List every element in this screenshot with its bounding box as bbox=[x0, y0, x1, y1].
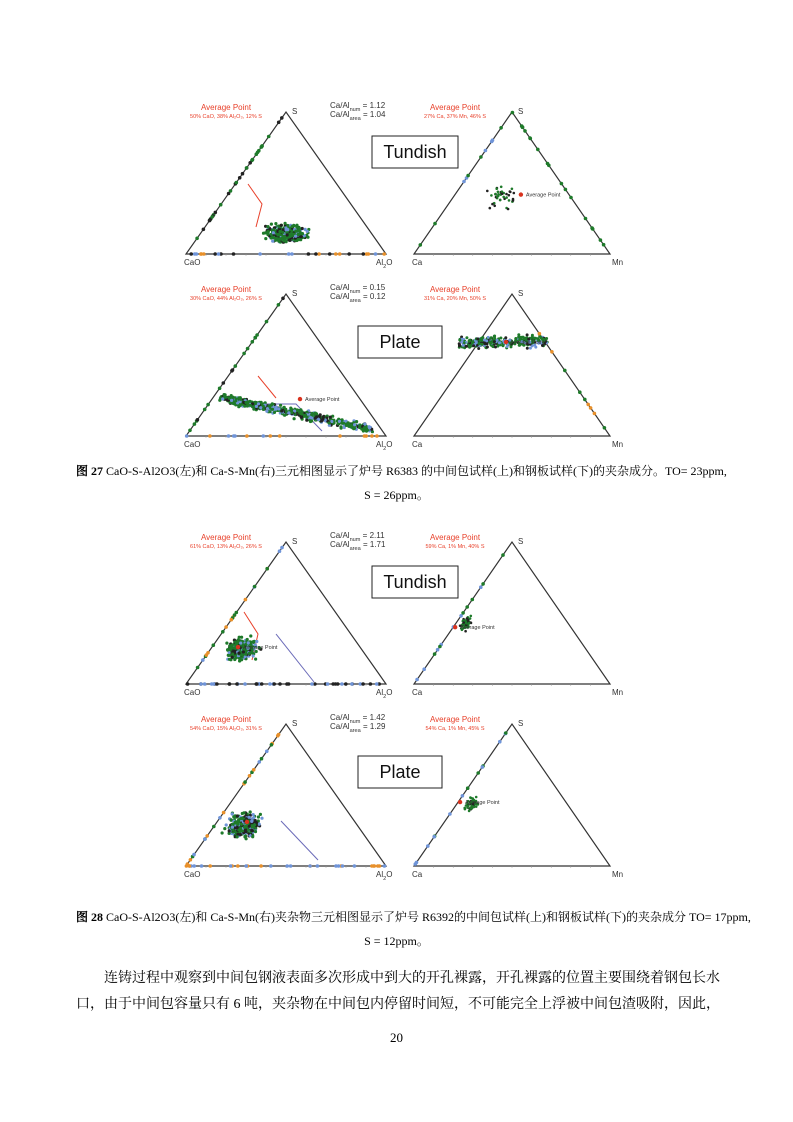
data-point bbox=[468, 810, 471, 813]
data-point bbox=[231, 653, 234, 656]
data-point bbox=[228, 644, 231, 647]
apex-label: S bbox=[292, 107, 298, 116]
caption-label: 图 27 bbox=[76, 464, 104, 478]
ternary-chart-ca-s-mn bbox=[412, 533, 623, 697]
data-point bbox=[472, 806, 475, 809]
data-point bbox=[350, 682, 354, 686]
data-point bbox=[248, 774, 252, 778]
data-point bbox=[239, 833, 242, 836]
caption-label: 图 28 bbox=[76, 910, 104, 924]
data-point bbox=[462, 621, 465, 624]
data-point bbox=[278, 549, 282, 553]
data-point bbox=[426, 844, 430, 848]
ca-al-ratio-num: $Ca/Al_{num} = 0.15$ bbox=[330, 283, 386, 295]
data-point bbox=[248, 652, 251, 655]
data-point bbox=[310, 682, 314, 686]
data-point bbox=[253, 585, 257, 589]
data-point bbox=[229, 864, 233, 868]
data-point bbox=[244, 864, 248, 868]
data-point bbox=[186, 862, 190, 866]
ternary-triangle bbox=[186, 724, 386, 866]
data-point bbox=[243, 682, 247, 686]
data-point bbox=[231, 823, 234, 826]
data-point bbox=[236, 864, 240, 868]
data-point bbox=[212, 682, 216, 686]
right-corner-label: Mn bbox=[612, 688, 624, 697]
right-corner-label: $Al_2O$ bbox=[376, 258, 393, 270]
data-point bbox=[265, 750, 269, 754]
data-point bbox=[199, 682, 203, 686]
data-point bbox=[308, 864, 312, 868]
data-point bbox=[196, 666, 200, 670]
data-point bbox=[224, 625, 228, 629]
data-point bbox=[260, 757, 264, 761]
average-point-title: Average Point bbox=[429, 533, 481, 542]
data-point bbox=[378, 864, 382, 868]
region-outline bbox=[281, 821, 318, 860]
data-point bbox=[215, 682, 219, 686]
data-point bbox=[255, 682, 259, 686]
data-point bbox=[340, 682, 344, 686]
data-point bbox=[239, 642, 242, 645]
apex-label: S bbox=[292, 289, 298, 298]
right-corner-label: $Al_2O$ bbox=[376, 688, 393, 700]
average-point-marker bbox=[245, 820, 249, 824]
data-point bbox=[226, 648, 229, 651]
data-point bbox=[205, 653, 209, 657]
page-number: 20 bbox=[390, 1030, 403, 1045]
ternary-chart-cao-s-al2o3 bbox=[184, 531, 392, 700]
data-point bbox=[501, 553, 505, 557]
data-point bbox=[287, 682, 291, 686]
apex-label: S bbox=[292, 719, 298, 728]
data-point bbox=[238, 657, 241, 660]
data-point bbox=[375, 682, 379, 686]
data-point bbox=[316, 864, 320, 868]
average-point-values: 54% Ca, 1% Mn, 45% S bbox=[425, 726, 485, 732]
data-point bbox=[208, 864, 212, 868]
data-point bbox=[270, 743, 274, 747]
apex-label: S bbox=[518, 107, 524, 116]
data-point bbox=[272, 682, 276, 686]
average-point-marker bbox=[236, 645, 240, 649]
average-point-title: Average Point bbox=[429, 285, 481, 294]
data-point bbox=[244, 828, 247, 831]
data-point bbox=[498, 740, 502, 744]
ternary-triangle bbox=[414, 542, 610, 684]
data-point bbox=[265, 567, 269, 571]
data-point bbox=[228, 658, 231, 661]
data-point bbox=[240, 823, 243, 826]
data-point bbox=[258, 760, 262, 764]
data-point bbox=[433, 652, 437, 656]
data-point bbox=[285, 864, 289, 868]
ternary-chart-ca-s-mn bbox=[412, 715, 623, 879]
data-point bbox=[237, 638, 240, 641]
data-point bbox=[438, 645, 442, 649]
data-point bbox=[200, 864, 204, 868]
data-point bbox=[221, 831, 224, 834]
data-point bbox=[221, 630, 225, 634]
left-corner-label: CaO bbox=[184, 870, 201, 879]
data-point bbox=[205, 834, 209, 838]
sample-type-label: Plate bbox=[379, 332, 421, 352]
data-point bbox=[240, 817, 243, 820]
average-point-label: Average Point bbox=[305, 397, 340, 404]
data-point bbox=[250, 820, 253, 823]
data-point bbox=[336, 682, 340, 686]
data-point bbox=[252, 768, 256, 772]
data-point bbox=[235, 682, 239, 686]
ca-al-ratio-area: $Ca/Al_{area} = 1.04$ bbox=[330, 110, 386, 122]
data-point bbox=[254, 658, 257, 661]
data-point bbox=[246, 638, 249, 641]
caption-text-2: S = 12ppm。 bbox=[364, 934, 429, 948]
ternary-triangle bbox=[414, 724, 610, 866]
data-point bbox=[186, 682, 190, 686]
ca-al-ratio-num: $Ca/Al_{num} = 2.11$ bbox=[330, 531, 385, 543]
data-point bbox=[250, 829, 253, 832]
average-point-values: 30% CaO, 44% Al₂O₃, 26% S bbox=[190, 296, 262, 302]
data-point bbox=[236, 814, 239, 817]
data-point bbox=[249, 634, 252, 637]
data-point bbox=[203, 682, 207, 686]
apex-label: S bbox=[518, 537, 524, 546]
data-point bbox=[467, 619, 470, 622]
average-point-values: 31% Ca, 20% Mn, 50% S bbox=[423, 296, 487, 302]
data-point bbox=[289, 864, 293, 868]
data-point bbox=[251, 825, 254, 828]
data-point bbox=[251, 835, 254, 838]
data-point bbox=[373, 864, 377, 868]
average-point-values: 61% CaO, 13% Al₂O₃, 26% S bbox=[190, 544, 262, 550]
data-point bbox=[422, 667, 426, 671]
average-point-marker bbox=[453, 625, 457, 629]
data-point bbox=[361, 682, 365, 686]
data-point bbox=[242, 811, 245, 814]
sample-type-label: Tundish bbox=[383, 142, 447, 162]
data-point bbox=[212, 643, 216, 647]
data-point bbox=[260, 682, 264, 686]
data-point bbox=[203, 837, 207, 841]
data-point bbox=[337, 864, 341, 868]
ca-al-ratio-num: $Ca/Al_{num} = 1.12$ bbox=[330, 101, 386, 113]
average-point-values: 27% Ca, 37% Mn, 46% S bbox=[423, 114, 487, 120]
data-point bbox=[476, 771, 480, 775]
right-corner-label: Mn bbox=[612, 440, 624, 449]
data-point bbox=[228, 829, 231, 832]
right-corner-label: Mn bbox=[612, 258, 624, 267]
data-point bbox=[243, 780, 247, 784]
left-corner-label: CaO bbox=[184, 688, 201, 697]
data-point bbox=[257, 815, 260, 818]
left-corner-label: Ca bbox=[412, 688, 423, 697]
data-point bbox=[461, 611, 465, 615]
data-point bbox=[189, 858, 193, 862]
average-point-label: Average Point bbox=[460, 625, 495, 632]
average-point-title: Average Point bbox=[200, 715, 252, 724]
average-point-label: Average Point bbox=[510, 340, 545, 346]
ca-al-ratio-area: $Ca/Al_{area} = 1.29$ bbox=[330, 722, 386, 734]
average-point-values: 54% CaO, 15% Al₂O₃, 31% S bbox=[190, 726, 262, 732]
data-point bbox=[280, 546, 284, 550]
data-point bbox=[353, 864, 357, 868]
data-point bbox=[218, 816, 222, 820]
data-point bbox=[231, 826, 234, 829]
data-point bbox=[504, 731, 508, 735]
data-point bbox=[436, 648, 440, 652]
ca-al-ratio-area: $Ca/Al_{area} = 0.12$ bbox=[330, 292, 386, 304]
data-point bbox=[432, 835, 436, 839]
data-point bbox=[231, 656, 234, 659]
data-point bbox=[383, 864, 387, 868]
average-point-values: 50% CaO, 38% Al₂O₃, 12% S bbox=[190, 114, 262, 120]
data-point bbox=[415, 678, 419, 682]
apex-label: S bbox=[518, 289, 524, 298]
ca-al-ratio-num: $Ca/Al_{num} = 1.42$ bbox=[330, 713, 386, 725]
data-point bbox=[259, 864, 263, 868]
data-point bbox=[415, 861, 419, 865]
data-point bbox=[461, 794, 465, 798]
data-point bbox=[463, 807, 466, 810]
data-point bbox=[225, 642, 228, 645]
data-point bbox=[245, 837, 248, 840]
caption-text: CaO-S-Al2O3(左)和 Ca-S-Mn(右)夹杂物三元相图显示了炉号 R6392的中间包试样(上)和钢板试样(下)的夹杂成分 TO= 17ppm, bbox=[103, 910, 751, 924]
paragraph-line-1: 连铸过程中观察到中间包钢液表面多次形成中到大的开孔裸露，开孔裸露的位置主要围绕着钢包长水 bbox=[104, 971, 720, 986]
data-point bbox=[465, 605, 469, 609]
data-point bbox=[269, 864, 273, 868]
average-point-title: Average Point bbox=[200, 533, 252, 542]
data-point bbox=[241, 654, 244, 657]
data-point bbox=[248, 825, 251, 828]
data-point bbox=[222, 811, 226, 815]
data-point bbox=[481, 765, 485, 769]
data-point bbox=[244, 653, 247, 656]
paragraph-line-2: 口，由于中间包容量只有 6 吨，夹杂物在中间包内停留时间短，不可能完全上浮被中间包渣吸附，因此， bbox=[76, 997, 720, 1012]
data-point bbox=[475, 796, 478, 799]
data-point bbox=[236, 835, 239, 838]
data-point bbox=[448, 812, 452, 816]
average-point-label: Average Point bbox=[243, 645, 278, 652]
ternary-triangle bbox=[186, 542, 386, 684]
right-corner-label: Mn bbox=[612, 870, 624, 879]
data-point bbox=[248, 816, 251, 819]
data-point bbox=[466, 786, 470, 790]
average-point-values: 59% Ca, 1% Mn, 40% S bbox=[425, 544, 485, 550]
data-point bbox=[481, 582, 485, 586]
left-corner-label: Ca bbox=[412, 258, 423, 267]
data-point bbox=[244, 825, 247, 828]
data-point bbox=[223, 827, 226, 830]
data-point bbox=[479, 585, 483, 589]
left-corner-label: CaO bbox=[184, 258, 201, 267]
data-point bbox=[341, 864, 345, 868]
apex-label: S bbox=[292, 537, 298, 546]
data-point bbox=[259, 813, 262, 816]
average-point-title: Average Point bbox=[429, 103, 481, 112]
data-point bbox=[247, 641, 250, 644]
data-point bbox=[192, 853, 196, 857]
right-corner-label: $Al_2O$ bbox=[376, 870, 393, 882]
data-point bbox=[260, 817, 263, 820]
ternary-chart-cao-s-al2o3 bbox=[184, 713, 392, 882]
data-point bbox=[237, 652, 240, 655]
data-point bbox=[470, 615, 473, 618]
caption-text-2: S = 26ppm。 bbox=[364, 488, 429, 502]
data-point bbox=[244, 598, 248, 602]
left-corner-label: Ca bbox=[412, 870, 423, 879]
data-point bbox=[225, 823, 228, 826]
data-point bbox=[254, 830, 257, 833]
data-point bbox=[255, 640, 258, 643]
data-point bbox=[230, 818, 233, 821]
average-point-label: Average Point bbox=[525, 192, 561, 199]
data-point bbox=[468, 622, 471, 625]
region-outline bbox=[276, 634, 314, 682]
average-point-title: Average Point bbox=[200, 103, 252, 112]
data-point bbox=[469, 807, 472, 810]
right-corner-label: $Al_2O$ bbox=[376, 440, 393, 452]
average-point-title: Average Point bbox=[429, 715, 481, 724]
data-point bbox=[244, 835, 247, 838]
data-point bbox=[252, 813, 255, 816]
data-point bbox=[469, 617, 472, 620]
data-point bbox=[369, 682, 373, 686]
data-point bbox=[278, 682, 282, 686]
data-point bbox=[230, 618, 234, 622]
apex-label: S bbox=[518, 719, 524, 728]
data-point bbox=[236, 823, 239, 826]
data-point bbox=[236, 826, 239, 829]
data-point bbox=[277, 733, 281, 737]
data-point bbox=[344, 682, 348, 686]
data-point bbox=[231, 812, 234, 815]
left-corner-label: CaO bbox=[184, 440, 201, 449]
data-point bbox=[192, 864, 196, 868]
data-point bbox=[471, 598, 475, 602]
average-point-label: Average Point bbox=[465, 800, 500, 807]
data-point bbox=[212, 825, 216, 829]
data-point bbox=[268, 682, 272, 686]
data-point bbox=[326, 682, 330, 686]
data-point bbox=[249, 810, 252, 813]
data-point bbox=[228, 682, 232, 686]
average-point-title: Average Point bbox=[200, 285, 252, 294]
caption-text: CaO-S-Al2O3(左)和 Ca-S-Mn(右)三元相图显示了炉号 R6383 的中间包试样(上)和钢板试样(下)的夹杂成分。TO= 23ppm, bbox=[103, 464, 727, 478]
sample-type-label: Plate bbox=[379, 762, 421, 782]
ca-al-ratio-area: $Ca/Al_{area} = 1.71$ bbox=[330, 540, 386, 552]
left-corner-label: Ca bbox=[412, 440, 423, 449]
data-point bbox=[331, 682, 335, 686]
data-point bbox=[201, 658, 205, 662]
sample-type-label: Tundish bbox=[383, 572, 447, 592]
data-point bbox=[252, 654, 255, 657]
average-point-marker bbox=[458, 800, 462, 804]
